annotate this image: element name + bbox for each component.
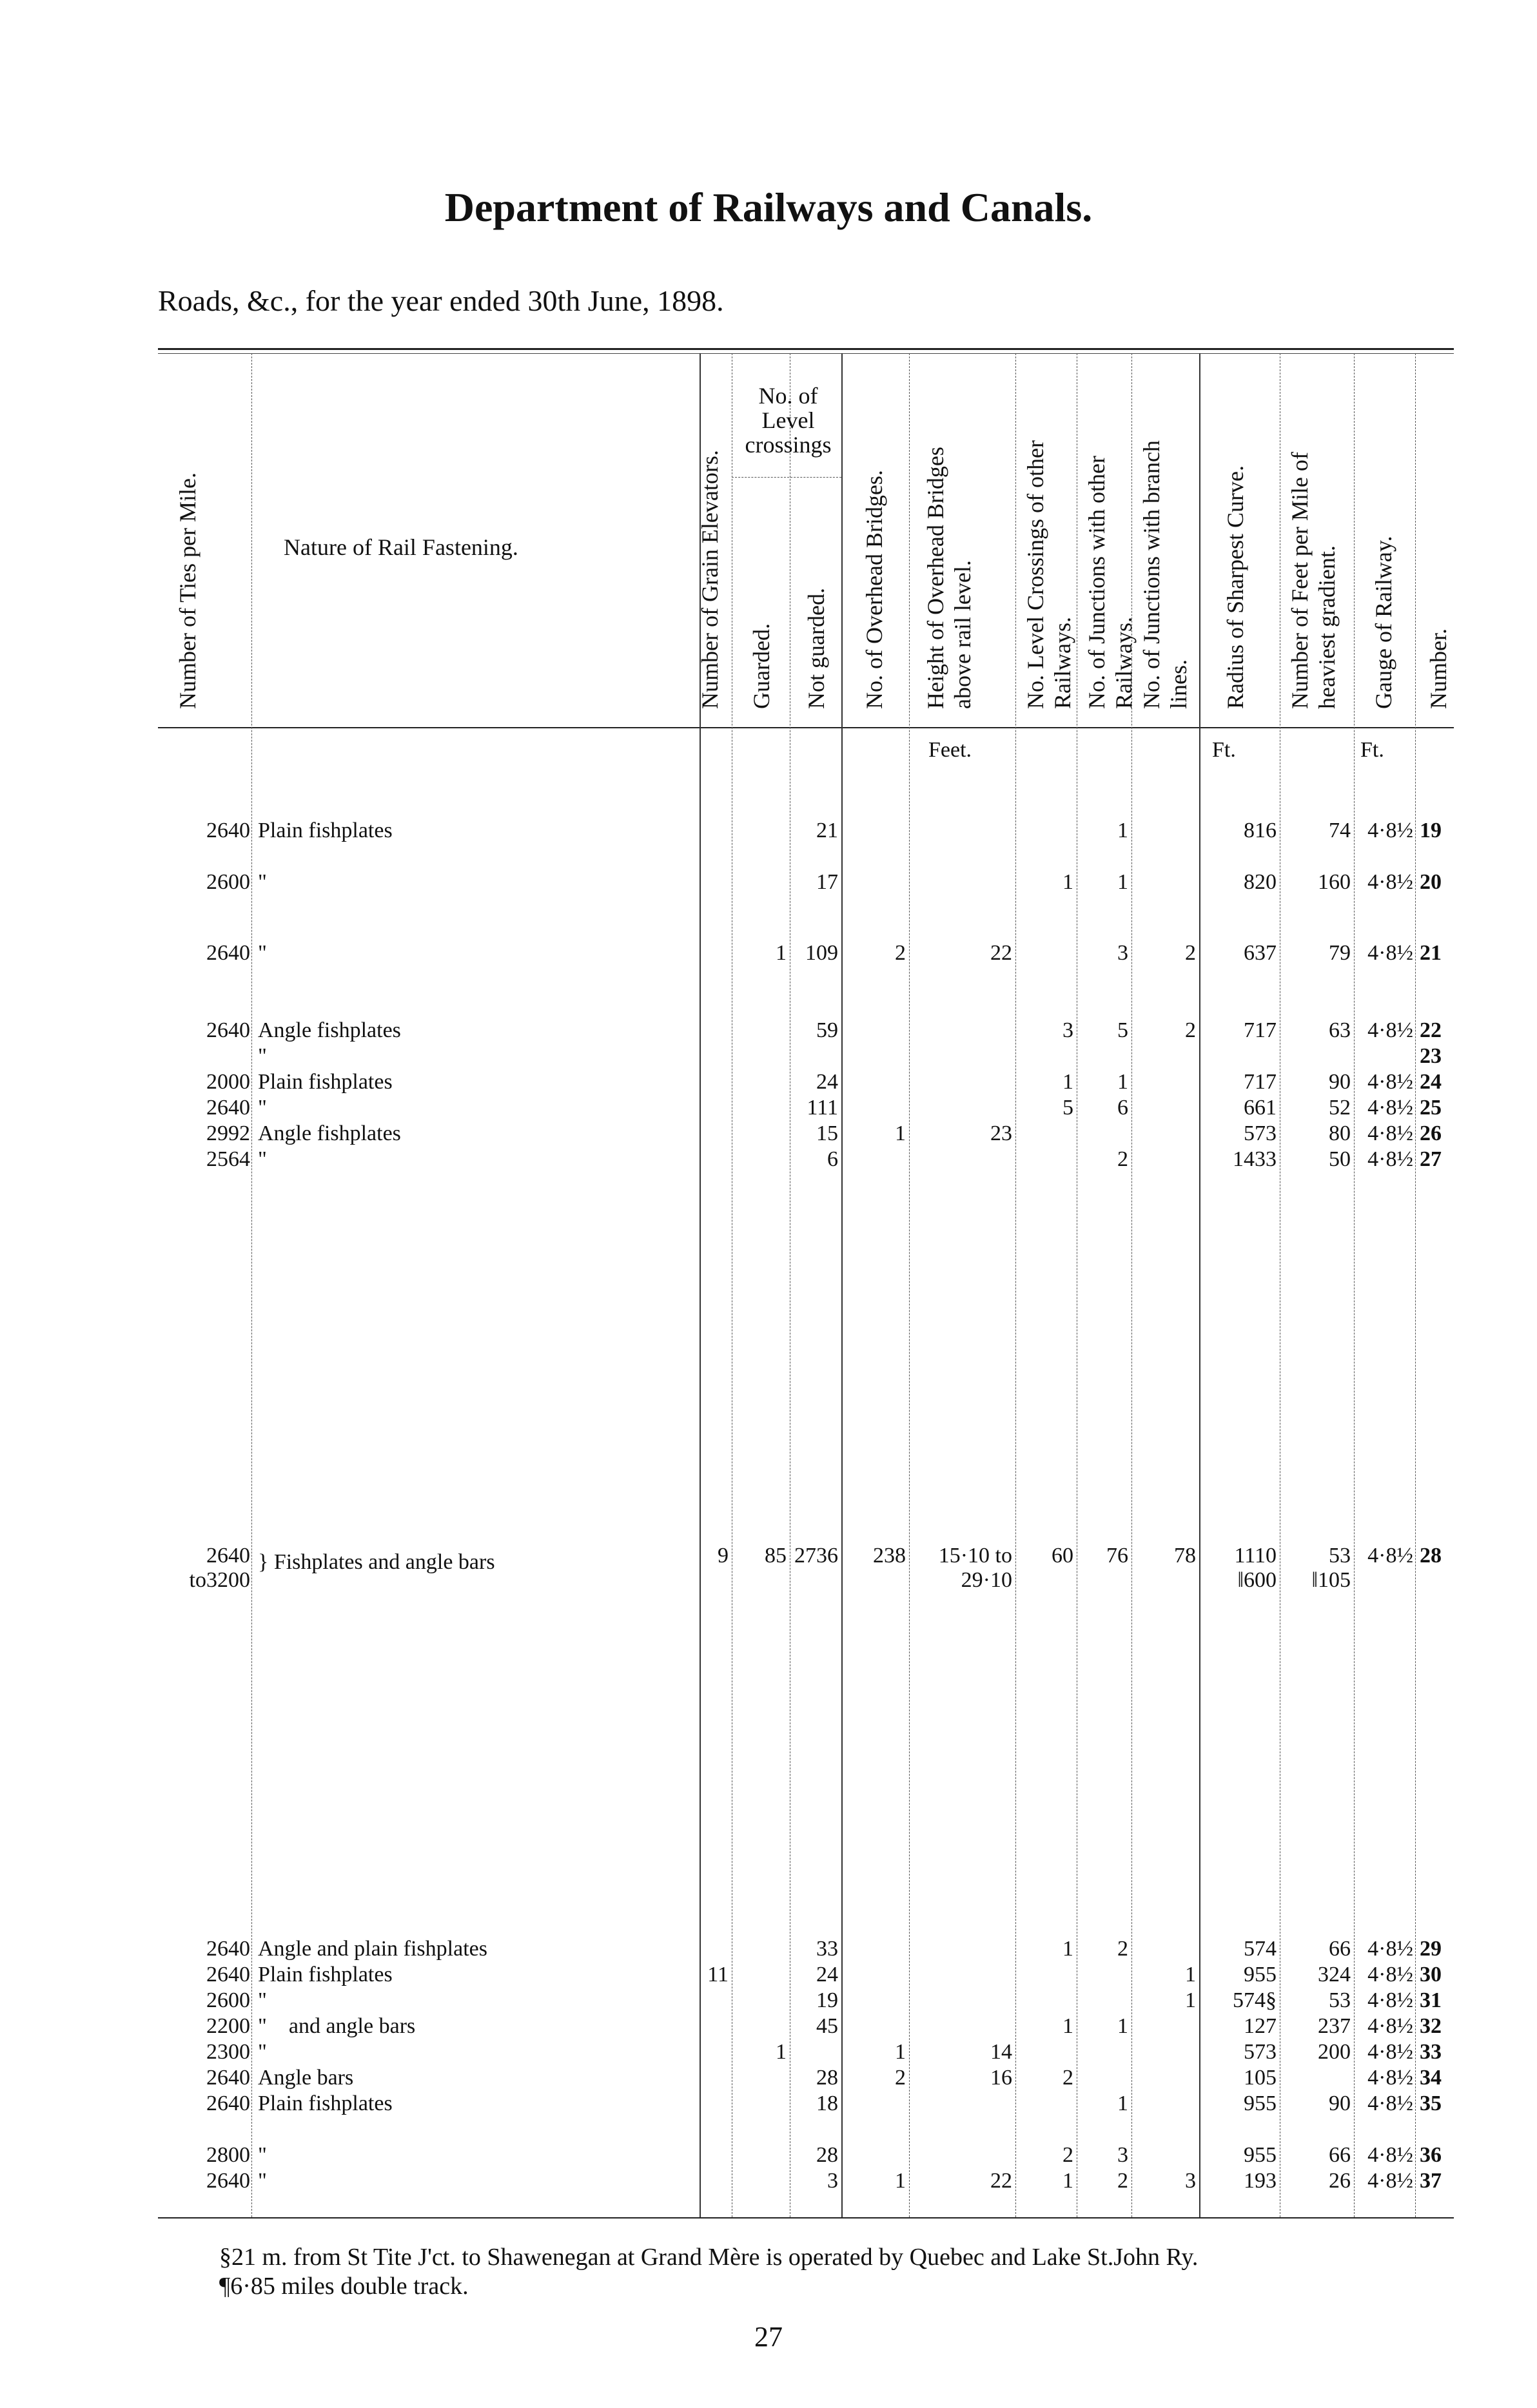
cell-gauge: 4·8½ <box>1367 2169 1413 2193</box>
header-ties: Number of Ties per Mile. <box>175 472 201 709</box>
cell-ties: 2640 <box>206 2066 250 2090</box>
cell-not-guarded: 28 <box>816 2066 838 2090</box>
cell-not-guarded: 24 <box>816 1963 838 1986</box>
cell-junctions-other: 76 <box>1106 1544 1128 1568</box>
cell-radius: 573 <box>1244 1121 1277 1145</box>
cell-feet: 66 <box>1329 2143 1351 2167</box>
header-junctions-branch: No. of Junctions with branch lines. <box>1139 440 1191 709</box>
cell-ties: 2640 <box>206 1963 250 1986</box>
cell-number: 28 <box>1420 1544 1442 1568</box>
cell-radius: 820 <box>1244 870 1277 894</box>
cell-junctions-other: 1 <box>1117 2014 1128 2038</box>
cell-overhead: 238 <box>873 1544 906 1568</box>
cell-radius: 661 <box>1244 1096 1277 1120</box>
cell-overhead: 1 <box>895 1121 906 1145</box>
cell-fastening: " <box>258 941 267 965</box>
header-level-crossings: No. of Level crossings <box>745 383 832 458</box>
cell-number: 31 <box>1420 1988 1442 2012</box>
page-subtitle: Roads, &c., for the year ended 30th June, 1898. <box>158 284 724 317</box>
cell-junctions-branch: 78 <box>1174 1544 1196 1568</box>
header-overhead: No. of Overhead Bridges. <box>861 470 887 709</box>
table-top-rule-inner <box>158 353 1454 354</box>
cell-number: 22 <box>1420 1018 1442 1042</box>
cell-fastening: " and angle bars <box>258 2014 416 2038</box>
cell-overhead: 2 <box>895 2066 906 2090</box>
cell-not-guarded: 45 <box>816 2014 838 2038</box>
table-row <box>0 2092 1537 2121</box>
cell-gauge: 4·8½ <box>1367 2066 1413 2090</box>
cell-number: 21 <box>1420 941 1442 965</box>
cell-overhead: 2 <box>895 941 906 965</box>
cell-gauge: 4·8½ <box>1367 2092 1413 2115</box>
cell-junctions-branch: 1 <box>1185 1988 1196 2012</box>
cell-junctions-branch: 3 <box>1185 2169 1196 2193</box>
cell-number: 30 <box>1420 1963 1442 1986</box>
cell-radius: 955 <box>1244 2092 1277 2115</box>
header-bottom-rule <box>158 727 1454 728</box>
cell-feet: 160 <box>1318 870 1351 894</box>
cell-elev: 11 <box>707 1963 729 1986</box>
cell-ties: 2000 <box>206 1070 250 1094</box>
cell-gauge: 4·8½ <box>1367 2143 1413 2167</box>
cell-level-other: 1 <box>1062 870 1073 894</box>
page-title: Department of Railways and Canals. <box>444 184 1093 230</box>
cell-junctions-other: 1 <box>1117 819 1128 842</box>
cell-feet: 52 <box>1329 1096 1351 1120</box>
cell-ties: 2640 to3200 <box>189 1544 250 1592</box>
cell-radius: 717 <box>1244 1018 1277 1042</box>
page-number: 27 <box>754 2321 783 2353</box>
level-crossings-subrule <box>732 477 841 478</box>
header-guarded: Guarded. <box>749 623 774 709</box>
table-bottom-rule <box>158 2217 1454 2219</box>
cell-gauge: 4·8½ <box>1367 1544 1413 1568</box>
cell-ties: 2640 <box>206 1937 250 1961</box>
cell-not-guarded: 6 <box>827 1147 838 1171</box>
cell-height: 15·10 to 29·10 <box>938 1544 1012 1592</box>
table-row <box>0 1544 1537 1592</box>
cell-feet: 74 <box>1329 819 1351 842</box>
cell-not-guarded: 15 <box>816 1121 838 1145</box>
cell-not-guarded: 59 <box>816 1018 838 1042</box>
cell-level-other: 60 <box>1052 1544 1073 1568</box>
table-row <box>0 870 1537 900</box>
cell-radius: 574 <box>1244 1937 1277 1961</box>
cell-fastening: Angle fishplates <box>258 1121 401 1145</box>
cell-not-guarded: 18 <box>816 2092 838 2115</box>
cell-fastening: " <box>258 2040 267 2064</box>
cell-radius: 105 <box>1244 2066 1277 2090</box>
cell-gauge: 4·8½ <box>1367 1963 1413 1986</box>
cell-ties: 2992 <box>206 1121 250 1145</box>
cell-fastening: " <box>258 1044 267 1068</box>
cell-junctions-branch: 2 <box>1185 1018 1196 1042</box>
table-row <box>0 941 1537 971</box>
cell-feet: 53 <box>1329 1988 1351 2012</box>
cell-feet: 324 <box>1318 1963 1351 1986</box>
cell-fastening: Plain fishplates <box>258 1963 393 1986</box>
cell-not-guarded: 109 <box>805 941 838 965</box>
table-row <box>0 2169 1537 2199</box>
header-height: Height of Overhead Bridges above rail level. <box>923 447 975 709</box>
cell-gauge: 4·8½ <box>1367 941 1413 965</box>
cell-fastening: " <box>258 2169 267 2193</box>
cell-ties: 2640 <box>206 1018 250 1042</box>
cell-junctions-other: 1 <box>1117 870 1128 894</box>
cell-junctions-other: 1 <box>1117 2092 1128 2115</box>
cell-gauge: 4·8½ <box>1367 2040 1413 2064</box>
cell-gauge: 4·8½ <box>1367 870 1413 894</box>
cell-gauge: 4·8½ <box>1367 1121 1413 1145</box>
cell-feet: 200 <box>1318 2040 1351 2064</box>
cell-radius: 637 <box>1244 941 1277 965</box>
cell-number: 32 <box>1420 2014 1442 2038</box>
cell-level-other: 1 <box>1062 1070 1073 1094</box>
cell-feet: 90 <box>1329 2092 1351 2115</box>
cell-radius: 717 <box>1244 1070 1277 1094</box>
cell-junctions-other: 3 <box>1117 2143 1128 2167</box>
cell-level-other: 1 <box>1062 2169 1073 2193</box>
unit-radius: Ft. <box>1212 738 1236 762</box>
cell-radius: 574§ <box>1233 1988 1277 2012</box>
cell-fastening: Plain fishplates <box>258 2092 393 2115</box>
cell-feet: 53 ‖105 <box>1311 1544 1351 1592</box>
cell-fastening: " <box>258 2143 267 2167</box>
cell-radius: 193 <box>1244 2169 1277 2193</box>
cell-radius: 127 <box>1244 2014 1277 2038</box>
cell-number: 27 <box>1420 1147 1442 1171</box>
header-not-guarded: Not guarded. <box>803 588 829 709</box>
cell-number: 24 <box>1420 1070 1442 1094</box>
cell-fastening: } Fishplates and angle bars <box>258 1550 495 1574</box>
cell-level-other: 5 <box>1062 1096 1073 1120</box>
cell-radius: 816 <box>1244 819 1277 842</box>
cell-junctions-other: 6 <box>1117 1096 1128 1120</box>
cell-level-other: 2 <box>1062 2143 1073 2167</box>
cell-feet: 26 <box>1329 2169 1351 2193</box>
cell-level-other: 3 <box>1062 1018 1073 1042</box>
cell-ties: 2600 <box>206 870 250 894</box>
cell-fastening: Plain fishplates <box>258 1070 393 1094</box>
cell-ties: 2564 <box>206 1147 250 1171</box>
cell-ties: 2640 <box>206 819 250 842</box>
cell-height: 23 <box>990 1121 1012 1145</box>
cell-gauge: 4·8½ <box>1367 1988 1413 2012</box>
cell-number: 34 <box>1420 2066 1442 2090</box>
table-row <box>0 819 1537 848</box>
cell-not-guarded: 3 <box>827 2169 838 2193</box>
cell-ties: 2800 <box>206 2143 250 2167</box>
cell-level-other: 2 <box>1062 2066 1073 2090</box>
cell-height: 22 <box>990 941 1012 965</box>
cell-guarded: 1 <box>776 941 787 965</box>
cell-not-guarded: 111 <box>807 1096 838 1120</box>
cell-not-guarded: 21 <box>816 819 838 842</box>
unit-gauge: Ft. <box>1360 738 1384 762</box>
unit-height: Feet. <box>928 738 972 762</box>
cell-number: 35 <box>1420 2092 1442 2115</box>
cell-number: 26 <box>1420 1121 1442 1145</box>
cell-feet: 237 <box>1318 2014 1351 2038</box>
cell-radius: 955 <box>1244 1963 1277 1986</box>
cell-junctions-other: 5 <box>1117 1018 1128 1042</box>
cell-radius: 1110 ‖600 <box>1234 1544 1277 1592</box>
header-radius: Radius of Sharpest Curve. <box>1222 465 1248 709</box>
cell-number: 23 <box>1420 1044 1442 1068</box>
cell-height: 22 <box>990 2169 1012 2193</box>
cell-ties: 2640 <box>206 2092 250 2115</box>
cell-junctions-other: 1 <box>1117 1070 1128 1094</box>
cell-ties: 2300 <box>206 2040 250 2064</box>
cell-guarded: 85 <box>765 1544 787 1568</box>
cell-gauge: 4·8½ <box>1367 1018 1413 1042</box>
cell-overhead: 1 <box>895 2169 906 2193</box>
cell-not-guarded: 2736 <box>794 1544 838 1568</box>
cell-radius: 573 <box>1244 2040 1277 2064</box>
cell-gauge: 4·8½ <box>1367 1937 1413 1961</box>
cell-elev: 9 <box>718 1544 729 1568</box>
cell-feet: 63 <box>1329 1018 1351 1042</box>
cell-overhead: 1 <box>895 2040 906 2064</box>
cell-ties: 2640 <box>206 941 250 965</box>
cell-gauge: 4·8½ <box>1367 2014 1413 2038</box>
cell-feet: 80 <box>1329 1121 1351 1145</box>
cell-fastening: Plain fishplates <box>258 819 393 842</box>
cell-gauge: 4·8½ <box>1367 1070 1413 1094</box>
cell-number: 29 <box>1420 1937 1442 1961</box>
cell-fastening: " <box>258 1096 267 1120</box>
cell-fastening: Angle and plain fishplates <box>258 1937 487 1961</box>
cell-radius: 955 <box>1244 2143 1277 2167</box>
cell-fastening: Angle bars <box>258 2066 354 2090</box>
cell-height: 16 <box>990 2066 1012 2090</box>
cell-not-guarded: 17 <box>816 870 838 894</box>
cell-junctions-other: 2 <box>1117 1147 1128 1171</box>
cell-ties: 2640 <box>206 1096 250 1120</box>
header-junctions-other: No. of Junctions with other Railways. <box>1084 456 1137 709</box>
cell-not-guarded: 24 <box>816 1070 838 1094</box>
cell-junctions-other: 2 <box>1117 1937 1128 1961</box>
cell-level-other: 1 <box>1062 2014 1073 2038</box>
cell-ties: 2200 <box>206 2014 250 2038</box>
cell-feet: 90 <box>1329 1070 1351 1094</box>
cell-fastening: " <box>258 870 267 894</box>
cell-gauge: 4·8½ <box>1367 1096 1413 1120</box>
footnote: §21 m. from St Tite J'ct. to Shawenegan at Grand Mère is operated by Quebec and Lake St.John Ry. <box>219 2244 1199 2271</box>
cell-gauge: 4·8½ <box>1367 1147 1413 1171</box>
header-gauge: Gauge of Railway. <box>1371 536 1396 709</box>
table-top-rule <box>158 348 1454 350</box>
table-row <box>0 1147 1537 1177</box>
header-fastening: Nature of Rail Fastening. <box>284 534 518 560</box>
cell-ties: 2640 <box>206 2169 250 2193</box>
cell-not-guarded: 33 <box>816 1937 838 1961</box>
cell-fastening: " <box>258 1988 267 2012</box>
header-elevators: Number of Grain Elevators. <box>697 450 723 709</box>
footnote: ¶6·85 miles double track. <box>219 2273 469 2300</box>
cell-number: 37 <box>1420 2169 1442 2193</box>
cell-not-guarded: 28 <box>816 2143 838 2167</box>
cell-feet: 66 <box>1329 1937 1351 1961</box>
header-level-other: No. Level Crossings of other Railways. <box>1023 440 1075 709</box>
cell-gauge: 4·8½ <box>1367 819 1413 842</box>
cell-feet: 79 <box>1329 941 1351 965</box>
header-number: Number. <box>1425 628 1451 709</box>
cell-not-guarded: 19 <box>816 1988 838 2012</box>
cell-level-other: 1 <box>1062 1937 1073 1961</box>
cell-junctions-other: 2 <box>1117 2169 1128 2193</box>
header-feet-per-mile: Number of Feet per Mile of heaviest gradient. <box>1287 452 1340 709</box>
cell-height: 14 <box>990 2040 1012 2064</box>
cell-number: 25 <box>1420 1096 1442 1120</box>
cell-number: 20 <box>1420 870 1442 894</box>
cell-ties: 2600 <box>206 1988 250 2012</box>
cell-junctions-branch: 2 <box>1185 941 1196 965</box>
cell-number: 36 <box>1420 2143 1442 2167</box>
cell-number: 33 <box>1420 2040 1442 2064</box>
cell-fastening: " <box>258 1147 267 1171</box>
cell-fastening: Angle fishplates <box>258 1018 401 1042</box>
cell-guarded: 1 <box>776 2040 787 2064</box>
cell-radius: 1433 <box>1233 1147 1277 1171</box>
cell-feet: 50 <box>1329 1147 1351 1171</box>
cell-number: 19 <box>1420 819 1442 842</box>
cell-junctions-other: 3 <box>1117 941 1128 965</box>
cell-junctions-branch: 1 <box>1185 1963 1196 1986</box>
